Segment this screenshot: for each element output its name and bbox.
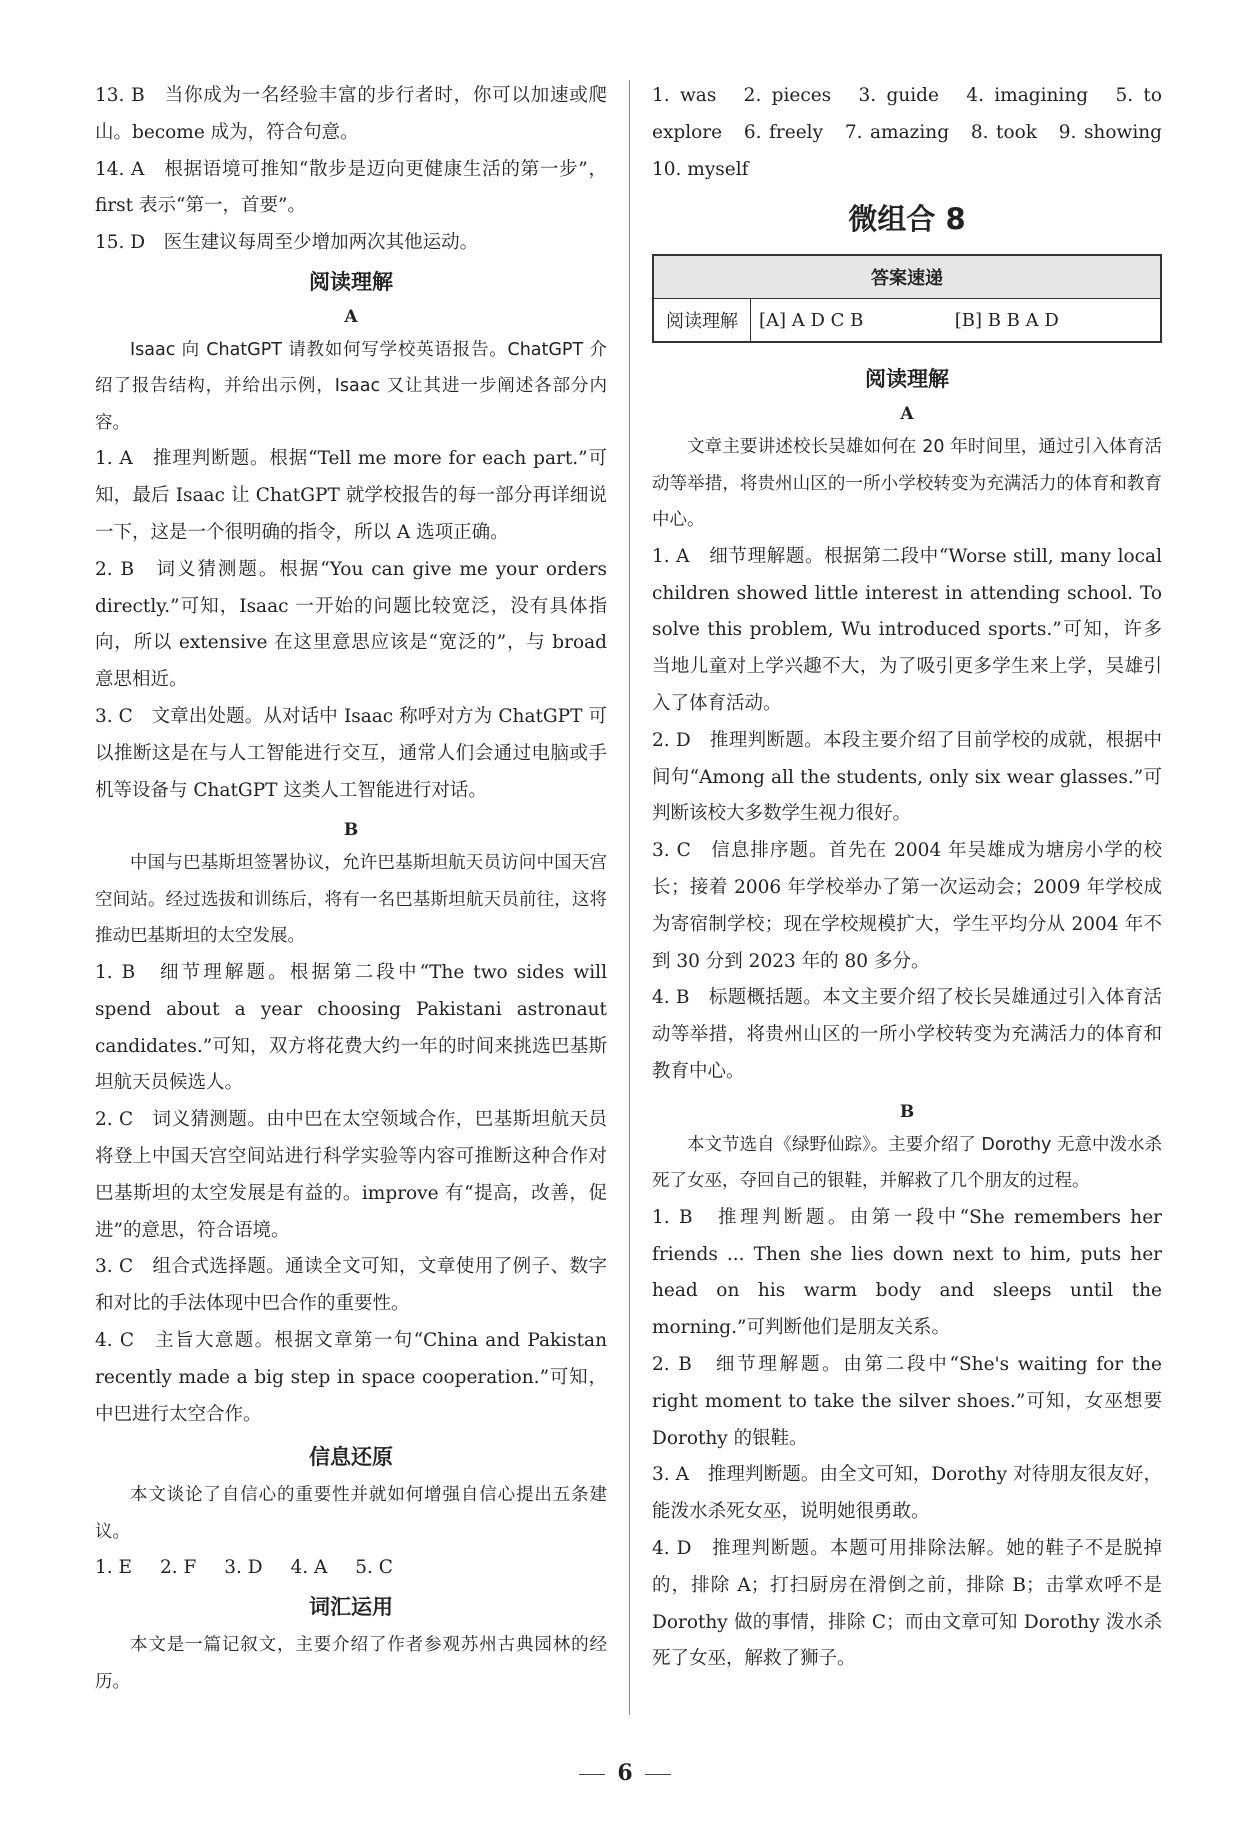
info-answer-5: 5. C — [355, 1557, 393, 1579]
info-answer-4: 4. A — [290, 1557, 328, 1579]
section-title-reading-2: 阅读理解 — [865, 367, 949, 392]
answer-q13: 13. B 当你成为一名经验丰富的步行者时，你可以加速或爬山。become 成为，符合句意。 — [95, 85, 607, 143]
part-a-answer-1-2: 1. A 细节理解题。根据第二段中“Worse still, many local children showed little interest in attending school. To solve this problem, Wu introduced sports.”可知，许多当地儿童对上学兴趣不大，为了吸引更多学生来上学，吴雄引入了体育活动。 — [652, 545, 1162, 715]
part-a-answer-1: 1. A 推理判断题。根据“Tell me more for each part.”可知，最后 Isaac 让 ChatGPT 就学校报告的每一部分再详细说一下，这是一个很明确的指令，所以 A 选项正确。 — [95, 448, 607, 544]
info-answer-2: 2. F — [159, 1557, 197, 1579]
part-a-answer-2: 2. B 词义猜测题。根据“You can give me your orders directly.”可知，Isaac 一开始的问题比较宽泛，没有具体指向，所以 extensive 在这里意思应该是“宽泛的”，与 broad 意思相近。 — [95, 558, 607, 691]
part-b-answer-4-2: 4. D 推理判断题。本题可用排除法解。她的鞋子不是脱掉的，排除 A；打扫厨房在滑倒之前，排除 B；击掌欢呼不是 Dorothy 做的事情，排除 C；而由文章可知 Dorothy 泼水杀死了女巫，解救了狮子。 — [652, 1538, 1162, 1670]
footer-dash-right — [645, 1774, 671, 1775]
info-answer-3: 3. D — [224, 1557, 263, 1579]
answer-table-b: [B] B B A D — [954, 309, 1059, 331]
part-b-answer-1-2: 1. B 推理判断题。由第一段中“She remembers her friends ... Then she lies down next to him, puts her head on his warm body and sleeps until the morning.”可判断他们是朋友关系。 — [652, 1206, 1162, 1339]
answer-table — [652, 254, 1162, 343]
part-a-answer-2-2: 2. D 推理判断题。本段主要介绍了目前学校的成就，根据中间句“Among all the students, only six wear glasses.”可判断该校大多数学生视力很好。 — [652, 729, 1162, 825]
part-b-answer-3: 3. C 组合式选择题。通读全文可知，文章使用了例子、数字和对比的手法体现中巴合作的重要性。 — [95, 1256, 607, 1315]
part-a-answer-3-2: 3. C 信息排序题。首先在 2004 年吴雄成为塘房小学的校长；接着 2006 年学校举办了第一次运动会；2009 年学校成为寄宿制学校；现在学校规模扩大，学生平均分从 2004 年不到 30 分到 2023 年的 80 多分。 — [652, 840, 1162, 972]
part-a-label: A — [344, 306, 358, 327]
section-title-reading: 阅读理解 — [309, 269, 393, 294]
group-title: 微组合 8 — [848, 202, 966, 237]
left-column — [95, 78, 607, 1700]
part-b-answer-1: 1. B 细节理解题。根据第二段中“The two sides will spend about a year choosing Pakistani astronaut candidates.”可知，双方将花费大约一年的时间来挑选巴基斯坦航天员候选人。 — [95, 961, 607, 1094]
right-column — [652, 78, 1181, 1678]
part-b-label: B — [343, 820, 359, 841]
section-title-vocab: 词汇运用 — [309, 1595, 393, 1620]
answer-table-header: 答案速递 — [653, 255, 1161, 299]
part-a-answer-4-2: 4. B 标题概括题。本文主要介绍了校长吴雄通过引入体育活动等举措，将贵州山区的一所小学校转变为充满活力的体育和教育中心。 — [652, 987, 1162, 1083]
footer-dash-left — [579, 1774, 605, 1775]
part-a-intro: Isaac 向 ChatGPT 请教如何写学校英语报告。ChatGPT 介绍了报告结构，并给出示例，Isaac 又让其进一步阐述各部分内容。 — [95, 339, 607, 433]
page-footer — [0, 1760, 1250, 1786]
part-b-answer-4: 4. C 主旨大意题。根据文章第一句“China and Pakistan recently made a big step in space cooperation.”可知，中巴进行太空合作。 — [95, 1329, 607, 1425]
part-a-answer-3: 3. C 文章出处题。从对话中 Isaac 称呼对方为 ChatGPT 可以推断这是在与人工智能进行交互，通常人们会通过电脑或手机等设备与 ChatGPT 这类人工智能进行对话。 — [95, 706, 607, 801]
section-title-info: 信息还原 — [309, 1445, 393, 1470]
info-intro: 本文谈论了自信心的重要性并就如何增强自信心提出五条建议。 — [95, 1485, 607, 1542]
part-b-intro-2: 本文节选自《绿野仙踪》。主要介绍了 Dorothy 无意中泼水杀死了女巫，夺回自己的银鞋，并解救了几个朋友的过程。 — [652, 1134, 1162, 1192]
answer-q15: 15. D 医生建议每周至少增加两次其他运动。 — [95, 232, 479, 254]
answer-table-values — [751, 299, 1162, 343]
part-b-label-2: B — [899, 1101, 915, 1122]
vocab-answers: 1. was 2. pieces 3. guide 4. imagining 5. to explore 6. freely 7. amazing 8. took 9. showing 10. myself — [652, 85, 1181, 180]
part-b-intro: 中国与巴基斯坦签署协议，允许巴基斯坦航天员访问中国天宫空间站。经过选拔和训练后，将有一名巴基斯坦航天员前往，这将推动巴基斯坦的太空发展。 — [95, 853, 607, 947]
answer-table-row-label: 阅读理解 — [653, 299, 751, 343]
column-divider — [629, 80, 630, 1715]
page-number: 6 — [617, 1760, 633, 1786]
part-b-answer-2: 2. C 词义猜测题。由中巴在太空领域合作，巴基斯坦航天员将登上中国天宫空间站进行科学实验等内容可推断这种合作对巴基斯坦的太空发展是有益的。improve 有“提高，改善，促进”的意思，符合语境。 — [95, 1109, 607, 1241]
part-b-answer-3-2: 3. A 推理判断题。由全文可知，Dorothy 对待朋友很友好，能泼水杀死女巫，说明她很勇敢。 — [652, 1464, 1162, 1523]
answer-q14: 14. A 根据语境可推知“散步是迈向更健康生活的第一步”，first 表示“第一，首要”。 — [95, 158, 607, 217]
info-answers — [95, 1550, 607, 1587]
info-answer-1: 1. E — [95, 1557, 133, 1579]
part-a-label-2: A — [900, 404, 914, 425]
answer-table-a: [A] A D C B — [759, 309, 864, 331]
part-a-intro-2: 文章主要讲述校长吴雄如何在 20 年时间里，通过引入体育活动等举措，将贵州山区的一所小学校转变为充满活力的体育和教育中心。 — [652, 437, 1162, 531]
vocab-intro: 本文是一篇记叙文，主要介绍了作者参观苏州古典园林的经历。 — [95, 1635, 607, 1692]
part-b-answer-2-2: 2. B 细节理解题。由第二段中“She's waiting for the right moment to take the silver shoes.”可知，女巫想要 Dorothy 的银鞋。 — [652, 1354, 1162, 1449]
